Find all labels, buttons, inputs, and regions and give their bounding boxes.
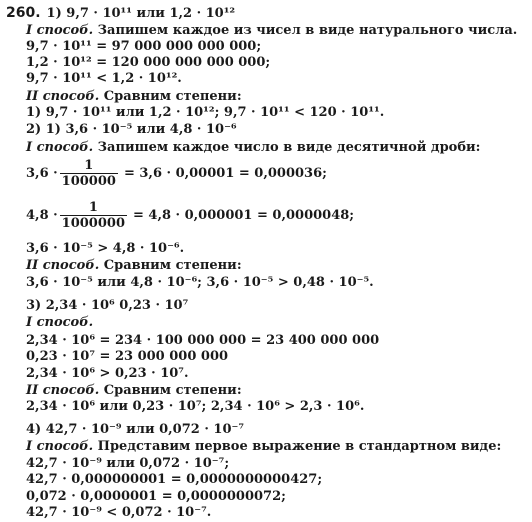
text-line xyxy=(26,472,322,487)
line-text: 2) 1) 3,6 · 10⁻⁵ или 4,8 · 10⁻⁶ xyxy=(26,122,237,137)
line-text: 3,6 · 10⁻⁵ или 4,8 · 10⁻⁶; 3,6 · 10⁻⁵ > 0,48 · 10⁻⁵. xyxy=(26,275,374,290)
text-line xyxy=(26,39,261,54)
line-text: 42,7 · 10⁻⁹ или 0,072 · 10⁻⁷; xyxy=(26,456,230,471)
line-text: 1) 9,7 · 10¹¹ или 1,2 · 10¹²; 9,7 · 10¹¹ < 120 · 10¹¹. xyxy=(26,105,385,120)
fraction-tail: = 3,6 · 0,00001 = 0,000036; xyxy=(123,166,327,181)
fraction-lead: 3,6 · xyxy=(26,166,58,181)
text-line xyxy=(26,275,374,290)
line-text: 42,7 · 10⁻⁹ < 0,072 · 10⁻⁷. xyxy=(26,505,212,520)
text-line xyxy=(26,258,242,273)
method-label: I способ. xyxy=(26,140,94,155)
text-line xyxy=(26,71,182,86)
text-line xyxy=(26,315,93,330)
text-line xyxy=(26,298,188,313)
line-text: 3,6 · 10⁻⁵ > 4,8 · 10⁻⁶. xyxy=(26,241,185,256)
line-text: 42,7 · 0,000000001 = 0,0000000000427; xyxy=(26,472,323,487)
line-text: 2,34 · 10⁶ > 0,23 · 10⁷. xyxy=(26,366,189,381)
text-line xyxy=(26,349,228,364)
fraction-numerator: 1 xyxy=(84,158,94,173)
method-label: I способ. xyxy=(26,23,94,38)
text-line xyxy=(26,366,189,381)
line-text: Сравним степени: xyxy=(99,383,242,398)
text-line xyxy=(26,122,237,137)
fraction-denominator: 100000 xyxy=(61,174,116,189)
line-text: 2,34 · 10⁶ = 234 · 100 000 000 = 23 400 000 000 xyxy=(26,333,380,348)
text-line xyxy=(26,89,242,104)
text-line xyxy=(26,55,270,70)
text-line xyxy=(26,399,364,414)
fraction-lead: 4,8 · xyxy=(26,208,58,223)
line-text: 2,34 · 10⁶ или 0,23 · 10⁷; 2,34 · 10⁶ > 2,3 · 10⁶. xyxy=(26,399,365,414)
line-text: 4) 42,7 · 10⁻⁹ или 0,072 · 10⁻⁷ xyxy=(26,422,245,437)
line-text: Сравним степени: xyxy=(99,258,242,273)
text-line xyxy=(26,140,480,155)
fraction-line xyxy=(26,200,354,231)
text-line xyxy=(26,439,501,454)
text-line xyxy=(26,105,384,120)
fraction-numerator: 1 xyxy=(88,200,98,215)
line-text: 9,7 · 10¹¹ < 1,2 · 10¹². xyxy=(26,71,182,86)
text-line xyxy=(26,456,229,471)
line-text: 1,2 · 10¹² = 120 000 000 000 000; xyxy=(26,55,271,70)
method-label: I способ. xyxy=(26,315,94,330)
line-text: 3) 2,34 · 10⁶ 0,23 · 10⁷ xyxy=(26,298,189,313)
text-line xyxy=(26,241,184,256)
method-label: I способ. xyxy=(26,439,94,454)
text-line xyxy=(26,23,517,38)
line-text: Представим первое выражение в стандартном виде: xyxy=(93,439,502,454)
method-label: II способ. xyxy=(26,258,100,273)
text-line xyxy=(26,383,242,398)
line-text: Запишем каждое из чисел в виде натурального числа. xyxy=(93,23,518,38)
line-text: 0,072 · 0,0000001 = 0,0000000072; xyxy=(26,489,286,504)
line-text: Сравним степени: xyxy=(99,89,242,104)
line-text: 0,23 · 10⁷ = 23 000 000 000 xyxy=(26,349,229,364)
text-line xyxy=(26,505,211,520)
method-label: II способ. xyxy=(26,383,100,398)
text-line xyxy=(26,489,286,504)
fraction-line xyxy=(26,158,327,189)
problem-number: 260. xyxy=(6,5,41,21)
fraction-denominator: 1000000 xyxy=(61,216,125,231)
line-text: 1) 9,7 · 10¹¹ или 1,2 · 10¹² xyxy=(46,6,236,21)
method-label: II способ. xyxy=(26,89,100,104)
text-line xyxy=(26,333,379,348)
line-text: Запишем каждое число в виде десятичной дроби: xyxy=(93,140,481,155)
text-line xyxy=(26,422,244,437)
line-text: 9,7 · 10¹¹ = 97 000 000 000 000; xyxy=(26,39,262,54)
fraction xyxy=(60,158,118,189)
problem-header xyxy=(6,6,235,21)
fraction xyxy=(60,200,127,231)
fraction-tail: = 4,8 · 0,000001 = 0,0000048; xyxy=(133,208,355,223)
